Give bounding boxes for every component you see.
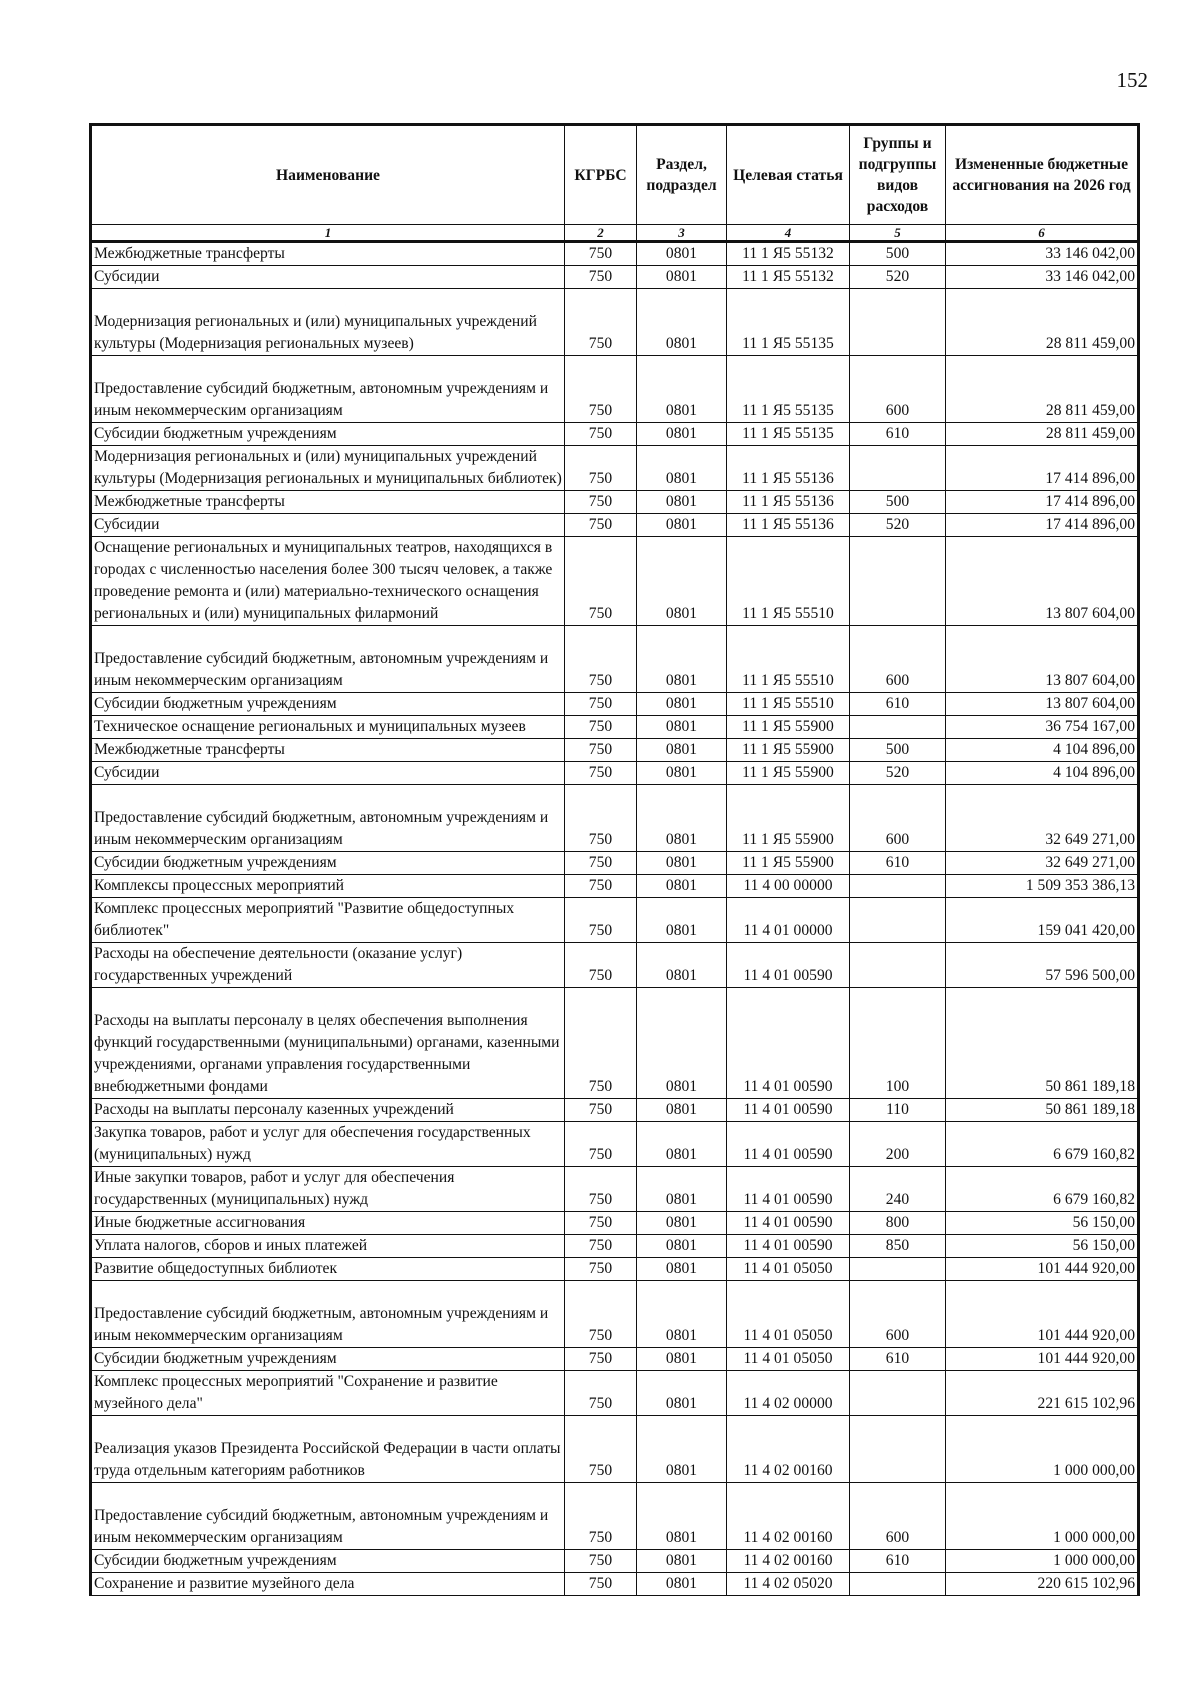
row-section: 0801 (637, 1483, 727, 1550)
row-name: Предоставление субсидий бюджетным, автономным учреждениям и иным некоммерческим организациям (91, 1281, 565, 1348)
row-section: 0801 (637, 693, 727, 716)
row-amount: 101 444 920,00 (946, 1258, 1139, 1281)
row-amount: 159 041 420,00 (946, 898, 1139, 943)
row-section: 0801 (637, 898, 727, 943)
row-group: 600 (850, 785, 946, 852)
table-row (91, 1099, 1139, 1122)
col-header-kgrbs: КГРБС (565, 125, 637, 225)
row-section: 0801 (637, 514, 727, 537)
row-kgrbs: 750 (565, 514, 637, 537)
row-kgrbs: 750 (565, 1550, 637, 1573)
row-amount: 28 811 459,00 (946, 423, 1139, 446)
table-row (91, 1258, 1139, 1281)
row-name: Иные закупки товаров, работ и услуг для обеспечения государственных (муниципальных) нужд (91, 1167, 565, 1212)
row-group (850, 1416, 946, 1483)
table-row (91, 446, 1139, 491)
row-section: 0801 (637, 1550, 727, 1573)
row-amount: 101 444 920,00 (946, 1348, 1139, 1371)
table-row (91, 1573, 1139, 1596)
table-row (91, 898, 1139, 943)
row-section: 0801 (637, 1235, 727, 1258)
row-name: Иные бюджетные ассигнования (91, 1212, 565, 1235)
row-name: Субсидии бюджетным учреждениям (91, 1550, 565, 1573)
row-amount: 101 444 920,00 (946, 1281, 1139, 1348)
row-group: 500 (850, 739, 946, 762)
row-kgrbs: 750 (565, 242, 637, 266)
row-kgrbs: 750 (565, 1235, 637, 1258)
row-section: 0801 (637, 626, 727, 693)
row-target: 11 1 Я5 55900 (727, 785, 850, 852)
row-name: Комплексы процессных мероприятий (91, 875, 565, 898)
row-amount: 1 000 000,00 (946, 1416, 1139, 1483)
row-target: 11 1 Я5 55900 (727, 739, 850, 762)
page-number: 152 (1116, 68, 1148, 92)
row-section: 0801 (637, 943, 727, 988)
row-group: 200 (850, 1122, 946, 1167)
row-amount: 56 150,00 (946, 1235, 1139, 1258)
row-target: 11 4 01 05050 (727, 1348, 850, 1371)
row-name: Модернизация региональных и (или) муниципальных учреждений культуры (Модернизация региональных музеев) (91, 289, 565, 356)
row-group: 600 (850, 626, 946, 693)
table-row (91, 266, 1139, 289)
row-amount: 13 807 604,00 (946, 537, 1139, 626)
table-row (91, 1235, 1139, 1258)
row-group (850, 1371, 946, 1416)
row-kgrbs: 750 (565, 1483, 637, 1550)
row-name: Межбюджетные трансферты (91, 739, 565, 762)
row-amount: 57 596 500,00 (946, 943, 1139, 988)
row-name: Комплекс процессных мероприятий "Развитие общедоступных библиотек" (91, 898, 565, 943)
row-name: Межбюджетные трансферты (91, 491, 565, 514)
row-name: Предоставление субсидий бюджетным, автономным учреждениям и иным некоммерческим организациям (91, 626, 565, 693)
row-target: 11 1 Я5 55900 (727, 716, 850, 739)
row-kgrbs: 750 (565, 626, 637, 693)
table-row (91, 852, 1139, 875)
row-name: Реализация указов Президента Российской Федерации в части оплаты труда отдельным категориям работников (91, 1416, 565, 1483)
row-name: Комплекс процессных мероприятий "Сохранение и развитие музейного дела" (91, 1371, 565, 1416)
row-group: 800 (850, 1212, 946, 1235)
row-amount: 13 807 604,00 (946, 693, 1139, 716)
table-row (91, 514, 1139, 537)
row-target: 11 4 01 00590 (727, 1167, 850, 1212)
row-target: 11 1 Я5 55510 (727, 537, 850, 626)
row-group: 600 (850, 1483, 946, 1550)
row-target: 11 1 Я5 55132 (727, 242, 850, 266)
col-number: 5 (850, 225, 946, 242)
table-row (91, 1348, 1139, 1371)
row-name: Закупка товаров, работ и услуг для обеспечения государственных (муниципальных) нужд (91, 1122, 565, 1167)
col-header-name: Наименование (91, 125, 565, 225)
row-kgrbs: 750 (565, 739, 637, 762)
row-section: 0801 (637, 1416, 727, 1483)
row-section: 0801 (637, 1212, 727, 1235)
row-amount: 6 679 160,82 (946, 1122, 1139, 1167)
row-target: 11 4 00 00000 (727, 875, 850, 898)
row-group (850, 898, 946, 943)
row-group (850, 943, 946, 988)
row-target: 11 4 01 00590 (727, 1122, 850, 1167)
table-row (91, 626, 1139, 693)
row-target: 11 4 01 00590 (727, 988, 850, 1099)
budget-table (89, 123, 1140, 1596)
row-kgrbs: 750 (565, 266, 637, 289)
row-target: 11 1 Я5 55136 (727, 514, 850, 537)
row-target: 11 4 01 00590 (727, 943, 850, 988)
row-section: 0801 (637, 289, 727, 356)
row-amount: 1 509 353 386,13 (946, 875, 1139, 898)
col-header-groups: Группы и подгруппы видов расходов (850, 125, 946, 225)
table-body (91, 242, 1139, 1596)
row-group (850, 1258, 946, 1281)
row-name: Субсидии (91, 266, 565, 289)
row-kgrbs: 750 (565, 988, 637, 1099)
row-group: 610 (850, 693, 946, 716)
row-kgrbs: 750 (565, 1167, 637, 1212)
row-section: 0801 (637, 242, 727, 266)
table-row (91, 1550, 1139, 1573)
row-kgrbs: 750 (565, 423, 637, 446)
row-name: Предоставление субсидий бюджетным, автономным учреждениям и иным некоммерческим организациям (91, 785, 565, 852)
row-amount: 17 414 896,00 (946, 514, 1139, 537)
row-target: 11 4 02 00160 (727, 1416, 850, 1483)
row-group (850, 289, 946, 356)
row-group (850, 446, 946, 491)
row-target: 11 4 02 00000 (727, 1371, 850, 1416)
row-kgrbs: 750 (565, 1573, 637, 1596)
row-section: 0801 (637, 1281, 727, 1348)
table-row (91, 716, 1139, 739)
row-amount: 50 861 189,18 (946, 1099, 1139, 1122)
header-row (91, 125, 1139, 225)
row-group (850, 716, 946, 739)
table-row (91, 739, 1139, 762)
row-group: 240 (850, 1167, 946, 1212)
row-name: Техническое оснащение региональных и муниципальных музеев (91, 716, 565, 739)
row-group: 520 (850, 266, 946, 289)
col-header-target: Целевая статья (727, 125, 850, 225)
row-target: 11 4 01 00590 (727, 1099, 850, 1122)
table-row (91, 242, 1139, 266)
row-group: 100 (850, 988, 946, 1099)
row-section: 0801 (637, 762, 727, 785)
row-kgrbs: 750 (565, 875, 637, 898)
row-section: 0801 (637, 1348, 727, 1371)
table-row (91, 785, 1139, 852)
col-number: 1 (91, 225, 565, 242)
row-group: 610 (850, 1348, 946, 1371)
row-name: Субсидии бюджетным учреждениям (91, 1348, 565, 1371)
row-name: Расходы на выплаты персоналу в целях обеспечения выполнения функций государственными (муниципальными) органами, казенными учреждениями, органами управления государственными внебюджетными фондами (91, 988, 565, 1099)
row-section: 0801 (637, 356, 727, 423)
row-name: Предоставление субсидий бюджетным, автономным учреждениям и иным некоммерческим организациям (91, 1483, 565, 1550)
row-amount: 4 104 896,00 (946, 762, 1139, 785)
row-group: 610 (850, 423, 946, 446)
row-target: 11 4 01 05050 (727, 1258, 850, 1281)
row-section: 0801 (637, 266, 727, 289)
row-group: 520 (850, 762, 946, 785)
row-kgrbs: 750 (565, 289, 637, 356)
row-amount: 50 861 189,18 (946, 988, 1139, 1099)
col-header-section: Раздел, подраздел (637, 125, 727, 225)
row-amount: 17 414 896,00 (946, 446, 1139, 491)
row-group: 110 (850, 1099, 946, 1122)
row-amount: 33 146 042,00 (946, 266, 1139, 289)
table-row (91, 289, 1139, 356)
row-amount: 4 104 896,00 (946, 739, 1139, 762)
table-row (91, 1483, 1139, 1550)
table-row (91, 762, 1139, 785)
row-section: 0801 (637, 875, 727, 898)
table-row (91, 1281, 1139, 1348)
row-section: 0801 (637, 446, 727, 491)
row-kgrbs: 750 (565, 1348, 637, 1371)
row-target: 11 1 Я5 55510 (727, 626, 850, 693)
row-target: 11 1 Я5 55135 (727, 289, 850, 356)
row-kgrbs: 750 (565, 785, 637, 852)
row-target: 11 1 Я5 55135 (727, 356, 850, 423)
row-section: 0801 (637, 537, 727, 626)
row-name: Межбюджетные трансферты (91, 242, 565, 266)
table-row (91, 356, 1139, 423)
row-name: Субсидии бюджетным учреждениям (91, 852, 565, 875)
row-kgrbs: 750 (565, 852, 637, 875)
row-name: Расходы на выплаты персоналу казенных учреждений (91, 1099, 565, 1122)
row-target: 11 4 01 00590 (727, 1235, 850, 1258)
row-target: 11 1 Я5 55900 (727, 852, 850, 875)
row-group: 520 (850, 514, 946, 537)
row-kgrbs: 750 (565, 1122, 637, 1167)
row-amount: 32 649 271,00 (946, 852, 1139, 875)
table-row (91, 423, 1139, 446)
row-section: 0801 (637, 988, 727, 1099)
row-section: 0801 (637, 1371, 727, 1416)
row-section: 0801 (637, 423, 727, 446)
table-row (91, 491, 1139, 514)
row-group: 600 (850, 1281, 946, 1348)
row-target: 11 1 Я5 55136 (727, 446, 850, 491)
table-row (91, 943, 1139, 988)
row-name: Уплата налогов, сборов и иных платежей (91, 1235, 565, 1258)
row-name: Модернизация региональных и (или) муниципальных учреждений культуры (Модернизация региональных и муниципальных библиотек) (91, 446, 565, 491)
row-group: 600 (850, 356, 946, 423)
row-target: 11 4 01 00000 (727, 898, 850, 943)
row-section: 0801 (637, 1099, 727, 1122)
col-header-amount: Измененные бюджетные ассигнования на 2026 год (946, 125, 1139, 225)
row-target: 11 1 Я5 55132 (727, 266, 850, 289)
row-amount: 6 679 160,82 (946, 1167, 1139, 1212)
row-name: Сохранение и развитие музейного дела (91, 1573, 565, 1596)
row-amount: 32 649 271,00 (946, 785, 1139, 852)
row-section: 0801 (637, 716, 727, 739)
row-amount: 56 150,00 (946, 1212, 1139, 1235)
table-row (91, 693, 1139, 716)
row-amount: 1 000 000,00 (946, 1550, 1139, 1573)
row-kgrbs: 750 (565, 1212, 637, 1235)
row-target: 11 1 Я5 55136 (727, 491, 850, 514)
row-kgrbs: 750 (565, 1371, 637, 1416)
row-target: 11 4 02 00160 (727, 1550, 850, 1573)
row-amount: 1 000 000,00 (946, 1483, 1139, 1550)
row-kgrbs: 750 (565, 356, 637, 423)
row-kgrbs: 750 (565, 1281, 637, 1348)
row-kgrbs: 750 (565, 1258, 637, 1281)
table-row (91, 1167, 1139, 1212)
row-name: Субсидии бюджетным учреждениям (91, 423, 565, 446)
col-number: 2 (565, 225, 637, 242)
row-target: 11 1 Я5 55135 (727, 423, 850, 446)
row-section: 0801 (637, 739, 727, 762)
table-row (91, 1416, 1139, 1483)
row-group: 610 (850, 852, 946, 875)
table-row (91, 1122, 1139, 1167)
row-target: 11 1 Я5 55900 (727, 762, 850, 785)
table-row (91, 1212, 1139, 1235)
row-group (850, 537, 946, 626)
row-target: 11 4 01 00590 (727, 1212, 850, 1235)
row-section: 0801 (637, 491, 727, 514)
row-target: 11 1 Я5 55510 (727, 693, 850, 716)
row-kgrbs: 750 (565, 943, 637, 988)
row-section: 0801 (637, 1167, 727, 1212)
row-amount: 28 811 459,00 (946, 289, 1139, 356)
row-kgrbs: 750 (565, 1099, 637, 1122)
row-group (850, 1573, 946, 1596)
row-group: 500 (850, 242, 946, 266)
row-section: 0801 (637, 1573, 727, 1596)
row-name: Оснащение региональных и муниципальных театров, находящихся в городах с численностью населения более 300 тысяч человек, а также проведение ремонта и (или) материально-технического оснащения региональных и (или) муниципальных филармоний (91, 537, 565, 626)
table-row (91, 988, 1139, 1099)
col-number: 6 (946, 225, 1139, 242)
row-name: Развитие общедоступных библиотек (91, 1258, 565, 1281)
row-name: Расходы на обеспечение деятельности (оказание услуг) государственных учреждений (91, 943, 565, 988)
row-target: 11 4 02 05020 (727, 1573, 850, 1596)
row-kgrbs: 750 (565, 446, 637, 491)
header-number-row (91, 225, 1139, 242)
row-amount: 28 811 459,00 (946, 356, 1139, 423)
table-row (91, 875, 1139, 898)
row-section: 0801 (637, 785, 727, 852)
row-kgrbs: 750 (565, 537, 637, 626)
row-kgrbs: 750 (565, 898, 637, 943)
row-target: 11 4 01 05050 (727, 1281, 850, 1348)
row-amount: 33 146 042,00 (946, 242, 1139, 266)
row-target: 11 4 02 00160 (727, 1483, 850, 1550)
row-section: 0801 (637, 852, 727, 875)
row-group: 500 (850, 491, 946, 514)
row-section: 0801 (637, 1258, 727, 1281)
table-row (91, 537, 1139, 626)
table-row (91, 1371, 1139, 1416)
col-number: 4 (727, 225, 850, 242)
row-name: Субсидии (91, 514, 565, 537)
row-kgrbs: 750 (565, 1416, 637, 1483)
row-kgrbs: 750 (565, 491, 637, 514)
row-amount: 13 807 604,00 (946, 626, 1139, 693)
row-amount: 17 414 896,00 (946, 491, 1139, 514)
row-name: Субсидии бюджетным учреждениям (91, 693, 565, 716)
row-amount: 220 615 102,96 (946, 1573, 1139, 1596)
col-number: 3 (637, 225, 727, 242)
row-name: Предоставление субсидий бюджетным, автономным учреждениям и иным некоммерческим организациям (91, 356, 565, 423)
row-group (850, 875, 946, 898)
row-amount: 221 615 102,96 (946, 1371, 1139, 1416)
row-kgrbs: 750 (565, 716, 637, 739)
row-kgrbs: 750 (565, 693, 637, 716)
row-kgrbs: 750 (565, 762, 637, 785)
row-group: 610 (850, 1550, 946, 1573)
row-section: 0801 (637, 1122, 727, 1167)
row-name: Субсидии (91, 762, 565, 785)
row-amount: 36 754 167,00 (946, 716, 1139, 739)
row-group: 850 (850, 1235, 946, 1258)
